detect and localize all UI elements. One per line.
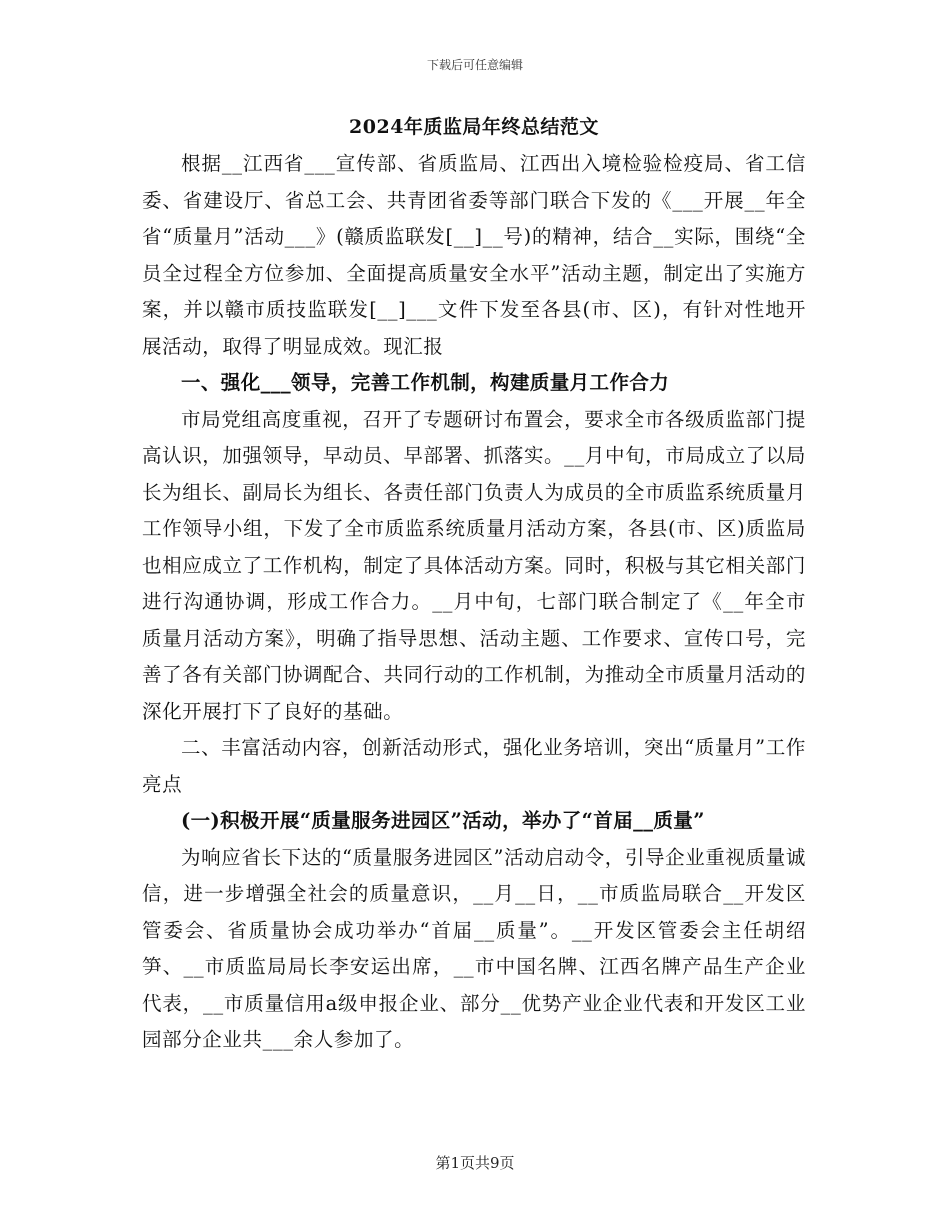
paragraph-subsection-1: 为响应省长下达的“质量服务进园区”活动启动令，引导企业重视质量诚信，进一步增强全社会的质量意识，__月__日，__市质监局联合__开发区管委会、省质量协会成功举办“首届__质量”。__开发区管委会主任胡绍笋、__市质监局局长李安运出席，__市中国名牌、江西名牌产品生产企业代表，__市质量信用a级申报企业、部分__优势产业企业代表和开发区工业园部分企业共___余人参加了。 <box>142 845 806 1051</box>
header-note: 下载后可任意编辑 <box>426 58 523 72</box>
document-body <box>142 112 806 1059</box>
document-title: 2024年质监局年终总结范文 <box>349 116 599 138</box>
paragraph-intro: 根据__江西省___宣传部、省质监局、江西出入境检验检疫局、省工信委、省建设厅、省总工会、共青团省委等部门联合下发的《___开展__年全省“质量月”活动___》(赣质监联发[__]__号)的精神，结合__实际，围绕“全员全过程全方位参加、全面提高质量安全水平”活动主题，制定出了实施方案，并以赣市质技监联发[__]___文件下发至各县(市、区)，有针对性地开展活动，取得了明显成效。现汇报 <box>142 152 806 358</box>
subsection-heading-1: (一)积极开展“质量服务进园区”活动，举办了“首届__质量” <box>181 809 705 832</box>
paragraph-section-1: 市局党组高度重视，召开了专题研讨布置会，要求全市各级质监部门提高认识，加强领导，早动员、早部署、抓落实。__月中旬，市局成立了以局长为组长、副局长为组长、各责任部门负责人为成员的全市质监系统质量月工作领导小组，下发了全市质监系统质量月活动方案，各县(市、区)质监局也相应成立了工作机构，制定了具体活动方案。同时，积极与其它相关部门进行沟通协调，形成工作合力。__月中旬，七部门联合制定了《__年全市质量月活动方案》，明确了指导思想、活动主题、工作要求、宣传口号，完善了各有关部门协调配合、共同行动的工作机制，为推动全市质量月活动的深化开展打下了良好的基础。 <box>142 407 806 723</box>
section-heading-1: 一、强化___领导，完善工作机制，构建质量月工作合力 <box>181 371 670 394</box>
page-number: 第1页共9页 <box>435 1154 515 1172</box>
section-heading-2: 二、丰富活动内容，创新活动形式，强化业务培训，突出“质量月”工作亮点 <box>142 736 806 796</box>
